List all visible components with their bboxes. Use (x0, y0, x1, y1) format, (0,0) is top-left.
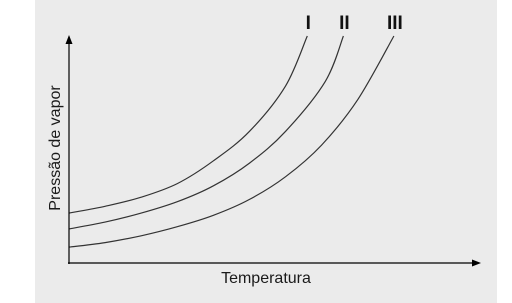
x-axis-arrow (472, 260, 481, 267)
curves-group (69, 36, 394, 247)
curve-iii (69, 36, 394, 247)
labels-group (47, 13, 403, 287)
curve-label-iii: III (386, 13, 403, 34)
x-axis-label: Temperatura (221, 270, 311, 287)
curve-label-ii: II (339, 13, 350, 34)
y-axis-label: Pressão de vapor (47, 85, 64, 211)
curve-ii (69, 36, 343, 229)
y-axis-arrow (66, 35, 73, 44)
curve-label-i: I (305, 13, 311, 34)
axes-group (66, 35, 482, 267)
